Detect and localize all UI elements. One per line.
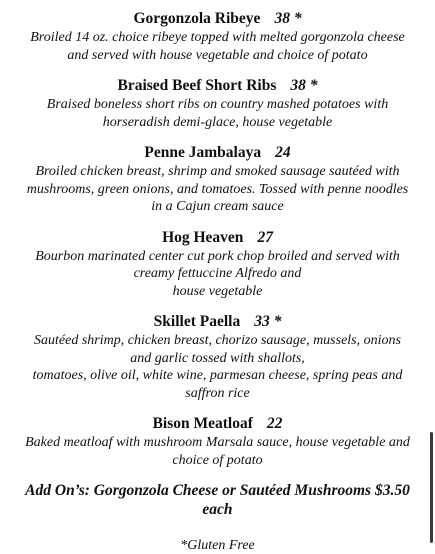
menu-item-penne-jambalaya	[0, 143, 435, 216]
menu-item-price: 33 *	[254, 313, 282, 330]
menu-item-description: Braised boneless short ribs on country mashed potatoes with horseradish demi-glace, house vegetable	[46, 97, 389, 130]
menu-item-name: Bison Meatloaf	[152, 415, 253, 432]
menu-item-name: Gorgonzola Ribeye	[133, 10, 261, 27]
menu-item-heading	[0, 143, 435, 163]
menu-item-heading	[0, 9, 435, 29]
gluten-free-footnote: *Gluten Free	[180, 538, 255, 553]
scrollbar[interactable]	[430, 432, 433, 543]
menu-item-heading	[0, 76, 435, 96]
menu-item-price: 22	[266, 415, 283, 432]
menu	[0, 9, 435, 554]
menu-item-gorgonzola-ribeye	[0, 9, 435, 64]
menu-item-skillet-paella	[0, 312, 435, 402]
menu-item-description: Broiled 14 oz. choice ribeye topped with melted gorgonzola cheese and served with house vegetable and choice of potato	[30, 30, 405, 63]
menu-item-bison-meatloaf	[0, 414, 435, 469]
menu-item-description: Baked meatloaf with mushroom Marsala sauce, house vegetable and choice of potato	[25, 435, 410, 468]
menu-item-price: 24	[275, 144, 291, 161]
menu-item-name: Braised Beef Short Ribs	[117, 77, 277, 94]
menu-item-name: Hog Heaven	[162, 228, 244, 246]
menu-item-heading	[0, 312, 435, 332]
menu-item-heading	[0, 228, 435, 248]
menu-item-price: 27	[257, 228, 273, 246]
menu-item-name: Skillet Paella	[153, 313, 241, 330]
menu-item-description: Bourbon marinated center cut pork chop broiled and served with creamy fettuccine Alfredo and house vegetable	[35, 248, 400, 299]
menu-item-description: Broiled chicken breast, shrimp and smoked sausage sautéed with mushrooms, green onions, and tomatoes. Tossed with penne noodles in a Cajun cream sauce	[26, 164, 409, 214]
menu-item-braised-beef-short-ribs	[0, 76, 435, 131]
add-ons-note: Add On’s: Gorgonzola Cheese or Sautéed Mushrooms $3.50 each	[25, 482, 410, 518]
menu-item-heading	[0, 414, 435, 434]
menu-item-hog-heaven	[0, 228, 435, 301]
menu-item-description: Sautéed shrimp, chicken breast, chorizo sausage, mussels, onions and garlic tossed with shallots, tomatoes, olive oil, white wine, parmesan cheese, spring peas and saffron rice	[32, 333, 403, 401]
menu-item-name: Penne Jambalaya	[144, 144, 262, 161]
menu-item-price: 38 *	[290, 77, 318, 94]
menu-item-price: 38 *	[274, 10, 302, 27]
